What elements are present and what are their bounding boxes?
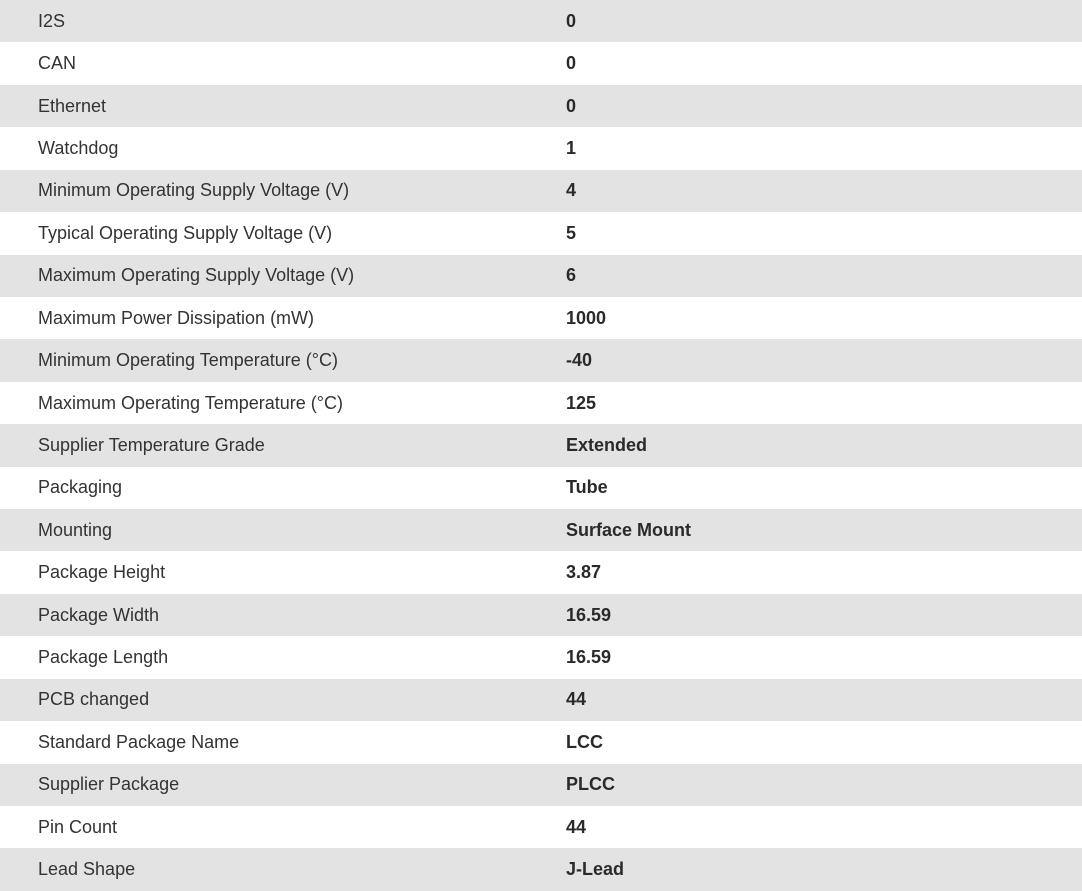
spec-value: 1 — [566, 127, 1082, 169]
table-row — [0, 467, 1082, 509]
spec-value: Extended — [566, 424, 1082, 466]
spec-label: Package Height — [0, 551, 566, 593]
spec-value: 4 — [566, 170, 1082, 212]
spec-value: 16.59 — [566, 594, 1082, 636]
spec-label: Package Length — [0, 636, 566, 678]
table-row — [0, 382, 1082, 424]
table-row — [0, 0, 1082, 42]
table-row — [0, 721, 1082, 763]
spec-value: 125 — [566, 382, 1082, 424]
spec-label: Maximum Operating Supply Voltage (V) — [0, 255, 566, 297]
table-row — [0, 679, 1082, 721]
spec-label: Maximum Operating Temperature (°C) — [0, 382, 566, 424]
spec-value: Tube — [566, 467, 1082, 509]
table-row — [0, 594, 1082, 636]
table-row — [0, 848, 1082, 890]
spec-label: Lead Shape — [0, 848, 566, 890]
spec-value: PLCC — [566, 764, 1082, 806]
table-row — [0, 85, 1082, 127]
spec-label: Standard Package Name — [0, 721, 566, 763]
spec-label: CAN — [0, 42, 566, 84]
table-row — [0, 42, 1082, 84]
spec-label: Ethernet — [0, 85, 566, 127]
spec-value: LCC — [566, 721, 1082, 763]
table-row — [0, 170, 1082, 212]
table-row — [0, 636, 1082, 678]
spec-label: Supplier Temperature Grade — [0, 424, 566, 466]
table-row — [0, 424, 1082, 466]
table-row — [0, 339, 1082, 381]
spec-value: 44 — [566, 806, 1082, 848]
spec-value: 6 — [566, 255, 1082, 297]
spec-label: PCB changed — [0, 679, 566, 721]
spec-value: 44 — [566, 679, 1082, 721]
table-row — [0, 551, 1082, 593]
table-row — [0, 212, 1082, 254]
table-row — [0, 255, 1082, 297]
spec-label: Packaging — [0, 467, 566, 509]
spec-value: 5 — [566, 212, 1082, 254]
spec-value: J-Lead — [566, 848, 1082, 890]
table-row — [0, 509, 1082, 551]
spec-label: Supplier Package — [0, 764, 566, 806]
spec-value: 1000 — [566, 297, 1082, 339]
spec-value: Surface Mount — [566, 509, 1082, 551]
table-row — [0, 297, 1082, 339]
table-row — [0, 127, 1082, 169]
spec-value: 0 — [566, 85, 1082, 127]
spec-value: 0 — [566, 42, 1082, 84]
spec-label: Minimum Operating Temperature (°C) — [0, 339, 566, 381]
spec-value: 3.87 — [566, 551, 1082, 593]
spec-label: Package Width — [0, 594, 566, 636]
table-row — [0, 764, 1082, 806]
spec-value: -40 — [566, 339, 1082, 381]
spec-value: 16.59 — [566, 636, 1082, 678]
spec-label: Maximum Power Dissipation (mW) — [0, 297, 566, 339]
table-row — [0, 806, 1082, 848]
spec-label: Pin Count — [0, 806, 566, 848]
spec-label: Mounting — [0, 509, 566, 551]
spec-label: Typical Operating Supply Voltage (V) — [0, 212, 566, 254]
spec-value: 0 — [566, 0, 1082, 42]
spec-label: Minimum Operating Supply Voltage (V) — [0, 170, 566, 212]
spec-label: I2S — [0, 0, 566, 42]
spec-label: Watchdog — [0, 127, 566, 169]
